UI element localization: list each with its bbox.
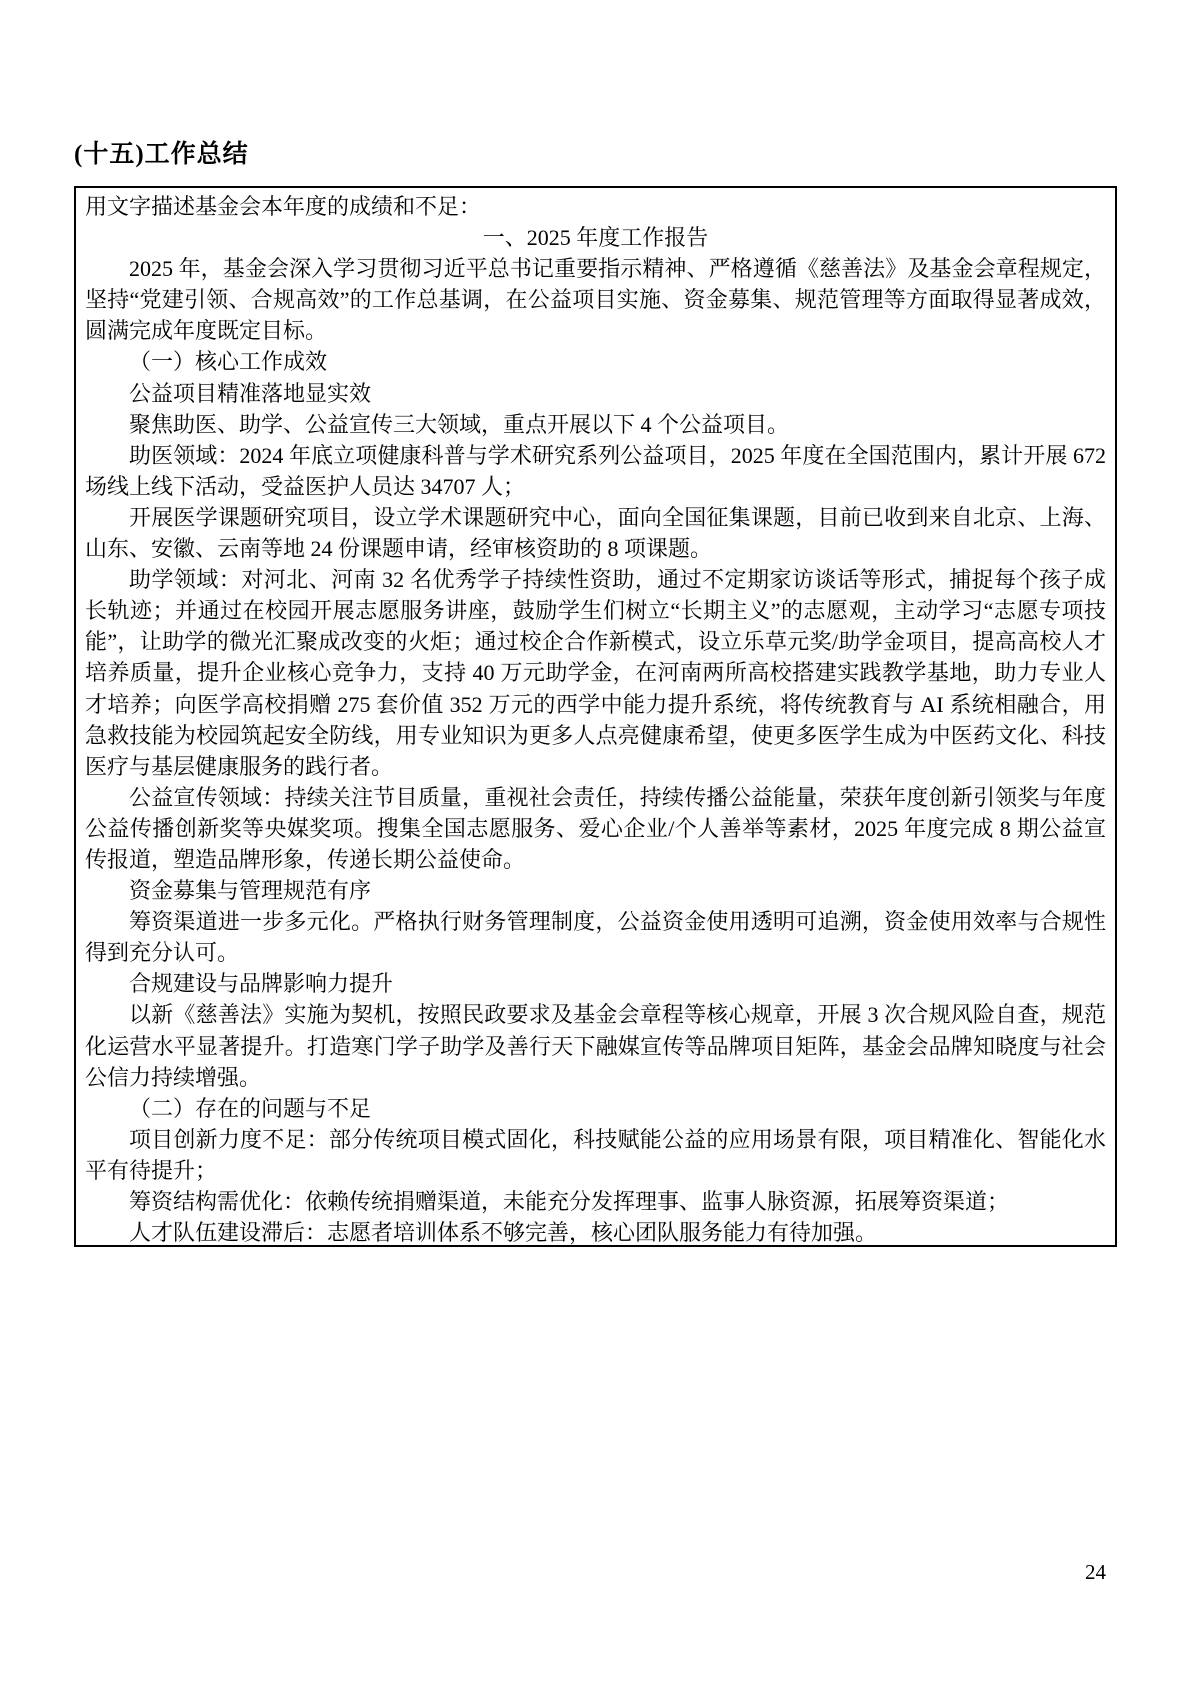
paragraph: 公益宣传领域：持续关注节目质量，重视社会责任，持续传播公益能量，荣获年度创新引领奖与年度公益传播创新奖等央媒奖项。搜集全国志愿服务、爱心企业/个人善举等素材，2025 年度完成 8 期公益宣传报道，塑造品牌形象，传递长期公益使命。	[85, 784, 1106, 872]
section-heading: (十五)工作总结	[74, 141, 249, 168]
paragraph: 项目创新力度不足：部分传统项目模式固化，科技赋能公益的应用场景有限，项目精准化、智能化水平有待提升；	[85, 1126, 1106, 1183]
paragraph: 一、2025 年度工作报告	[482, 225, 709, 251]
paragraph: 筹资渠道进一步多元化。严格执行财务管理制度，公益资金使用透明可追溯，资金使用效率与合规性得到充分认可。	[85, 909, 1106, 966]
paragraph: 以新《慈善法》实施为契机，按照民政要求及基金会章程等核心规章，开展 3 次合规风险自查，规范化运营水平显著提升。打造寒门学子助学及善行天下融媒宣传等品牌项目矩阵，基金会品牌知晓度与社会公信力持续增强。	[85, 1002, 1106, 1090]
paragraph: 用文字描述基金会本年度的成绩和不足：	[85, 194, 482, 219]
paragraph: 筹资结构需优化：依赖传统捐赠渠道，未能充分发挥理事、监事人脉资源，拓展筹资渠道；	[129, 1189, 1010, 1214]
work-summary-box	[74, 186, 1117, 1247]
paragraph: 聚焦助医、助学、公益宣传三大领域，重点开展以下 4 个公益项目。	[129, 411, 790, 437]
paragraph: （一）核心工作成效	[129, 349, 328, 375]
paragraph: 助医领域：2024 年底立项健康科普与学术研究系列公益项目，2025 年度在全国范围内，累计开展 672 场线上线下活动，受益医护人员达 34707 人；	[85, 442, 1106, 499]
paragraph: 人才队伍建设滞后：志愿者培训体系不够完善，核心团队服务能力有待加强。	[129, 1220, 878, 1246]
paragraph: 公益项目精准落地显实效	[129, 380, 372, 406]
paragraph: 2025 年，基金会深入学习贯彻习近平总书记重要指示精神、严格遵循《慈善法》及基金会章程规定，坚持“党建引领、合规高效”的工作总基调，在公益项目实施、资金募集、规范管理等方面取得显著成效，圆满完成年度既定目标。	[85, 256, 1106, 344]
paragraph: （二）存在的问题与不足	[129, 1095, 372, 1121]
page-number: 24	[1085, 1560, 1106, 1584]
paragraph: 开展医学课题研究项目，设立学术课题研究中心，面向全国征集课题，目前已收到来自北京、上海、山东、安徽、云南等地 24 份课题申请，经审核资助的 8 项课题。	[85, 504, 1106, 562]
paragraph: 助学领域：对河北、河南 32 名优秀学子持续性资助，通过不定期家访谈话等形式，捕捉每个孩子成长轨迹；并通过在校园开展志愿服务讲座，鼓励学生们树立“长期主义”的志愿观，主动学习“志愿专项技能”，让助学的微光汇聚成改变的火炬；通过校企合作新模式，设立乐草元奖/助学金项目，提高高校人才培养质量，提升企业核心竞争力，支持 40 万元助学金，在河南两所高校搭建实践教学基地，助力专业人才培养；向医学高校捐赠 275 套价值 352 万元的西学中能力提升系统，将传统教育与 AI 系统相融合，用急救技能为校园筑起安全防线，用专业知识为更多人点亮健康希望，使更多医学生成为中医药文化、科技医疗与基层健康服务的践行者。	[85, 567, 1106, 779]
paragraph: 资金募集与管理规范有序	[129, 878, 372, 904]
paragraph: 合规建设与品牌影响力提升	[129, 971, 394, 997]
